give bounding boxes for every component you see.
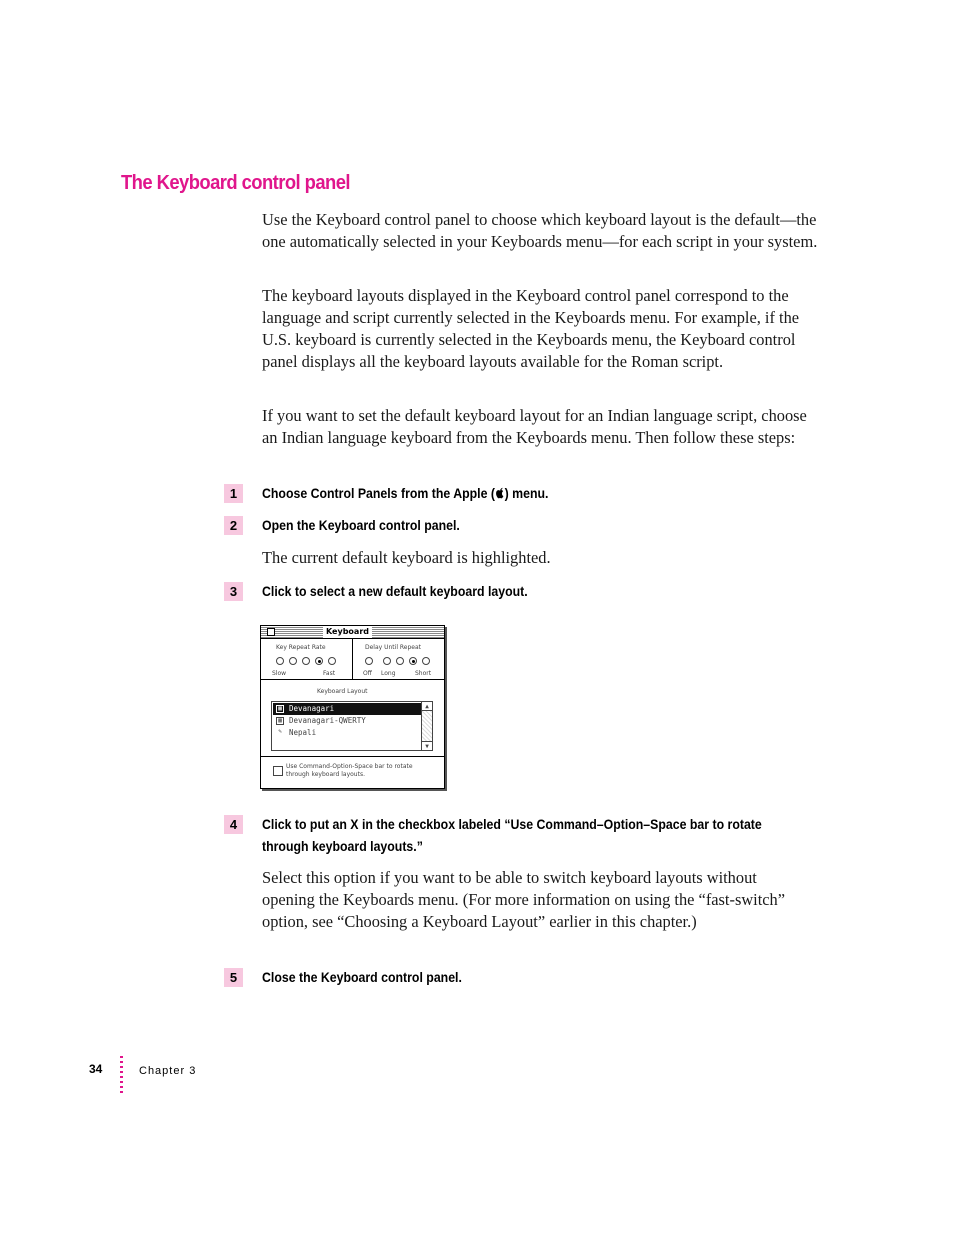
- delay-group: [353, 639, 444, 680]
- delay-option-4[interactable]: [409, 657, 417, 665]
- list-item[interactable]: [273, 727, 421, 739]
- repeat-rate-min-label: Slow: [272, 670, 287, 677]
- list-item[interactable]: [273, 715, 421, 727]
- step-1-text-after: ) menu.: [504, 485, 549, 501]
- scroll-up-arrow-icon[interactable]: ▲: [422, 702, 432, 711]
- layout-name: Nepali: [289, 728, 317, 737]
- delay-off-label: Off: [363, 670, 372, 677]
- document-icon: ✎: [278, 728, 282, 735]
- scroll-down-arrow-icon[interactable]: ▼: [422, 741, 432, 750]
- intro-paragraph: Use the Keyboard control panel to choose which keyboard layout is the default—the one automatically selected in your Keyboards menu—for each script in your system.: [262, 210, 818, 251]
- step-1-text-before: Choose Control Panels from the Apple (: [262, 485, 495, 501]
- step-number-5: 5: [224, 968, 243, 987]
- list-item[interactable]: [273, 703, 421, 715]
- list-scrollbar[interactable]: [421, 702, 432, 750]
- steps-intro-paragraph: If you want to set the default keyboard layout for an Indian language script, choose an Indian language keyboard from the Keyboards menu. Then follow these steps:: [262, 406, 807, 447]
- repeat-rate-label: Key Repeat Rate: [276, 644, 326, 651]
- title-bar[interactable]: [261, 626, 444, 639]
- repeat-rate-option-5[interactable]: [328, 657, 336, 665]
- repeat-rate-option-1[interactable]: [276, 657, 284, 665]
- layout-name: Devanagari: [289, 704, 335, 713]
- delay-label: Delay Until Repeat: [365, 644, 422, 651]
- page-number: 34: [89, 1062, 103, 1076]
- repeat-rate-group: [261, 639, 353, 680]
- rotate-layouts-checkbox[interactable]: [273, 766, 283, 776]
- step-text-3: Click to select a new default keyboard layout.: [262, 583, 528, 599]
- delay-option-off[interactable]: [365, 657, 373, 665]
- keyboard-control-panel-window: [260, 625, 445, 789]
- keyboard-icon: ▦: [276, 705, 284, 713]
- step-text-5: Close the Keyboard control panel.: [262, 969, 462, 985]
- delay-option-5[interactable]: [422, 657, 430, 665]
- apple-icon: [495, 487, 505, 499]
- step-number-2: 2: [224, 516, 243, 535]
- step-text-4: Click to put an X in the checkbox labeled “Use Command–Option–Space bar to rotate through keyboard layouts.”: [262, 816, 762, 854]
- delay-option-3[interactable]: [396, 657, 404, 665]
- step-4-note: Select this option if you want to be able to switch keyboard layouts without opening the Keyboards menu. (For more information on using the “fast-switch” option, see “Choosing a Keyboard Layout” earlier in this chapter.): [262, 868, 786, 931]
- step-number-4: 4: [224, 815, 243, 834]
- delay-option-2[interactable]: [383, 657, 391, 665]
- keyboard-icon: ▦: [276, 717, 284, 725]
- step-text-2: Open the Keyboard control panel.: [262, 517, 460, 533]
- layout-list-label: Keyboard Layout: [317, 688, 368, 695]
- step-text-1: [262, 482, 755, 504]
- step-number-1: 1: [224, 484, 243, 503]
- layouts-paragraph: The keyboard layouts displayed in the Keyboard control panel correspond to the language and script currently selected in the Keyboards menu. For example, if the U.S. keyboard is currently selected in the Keyboards menu, the Keyboard control panel displays all the keyboard layouts available for the Roman script.: [262, 286, 800, 371]
- step-2-note: The current default keyboard is highlighted.: [262, 548, 551, 567]
- panel-divider: [261, 756, 444, 757]
- layout-name: Devanagari-QWERTY: [289, 716, 366, 725]
- repeat-rate-option-2[interactable]: [289, 657, 297, 665]
- delay-long-label: Long: [381, 670, 396, 677]
- layout-list[interactable]: [271, 701, 433, 751]
- chapter-label: Chapter 3: [139, 1065, 197, 1077]
- repeat-rate-option-3[interactable]: [302, 657, 310, 665]
- rotate-checkbox-label-line2: through keyboard layouts.: [286, 771, 365, 778]
- window-title: Keyboard: [323, 626, 372, 638]
- section-heading: The Keyboard control panel: [121, 172, 350, 194]
- rotate-checkbox-label-line1: Use Command-Option-Space bar to rotate: [286, 763, 413, 770]
- repeat-rate-option-4[interactable]: [315, 657, 323, 665]
- delay-short-label: Short: [415, 670, 432, 677]
- footer-dotted-rule: [120, 1056, 123, 1094]
- step-number-3: 3: [224, 582, 243, 601]
- repeat-rate-max-label: Fast: [323, 670, 336, 677]
- close-box-icon[interactable]: [267, 628, 275, 636]
